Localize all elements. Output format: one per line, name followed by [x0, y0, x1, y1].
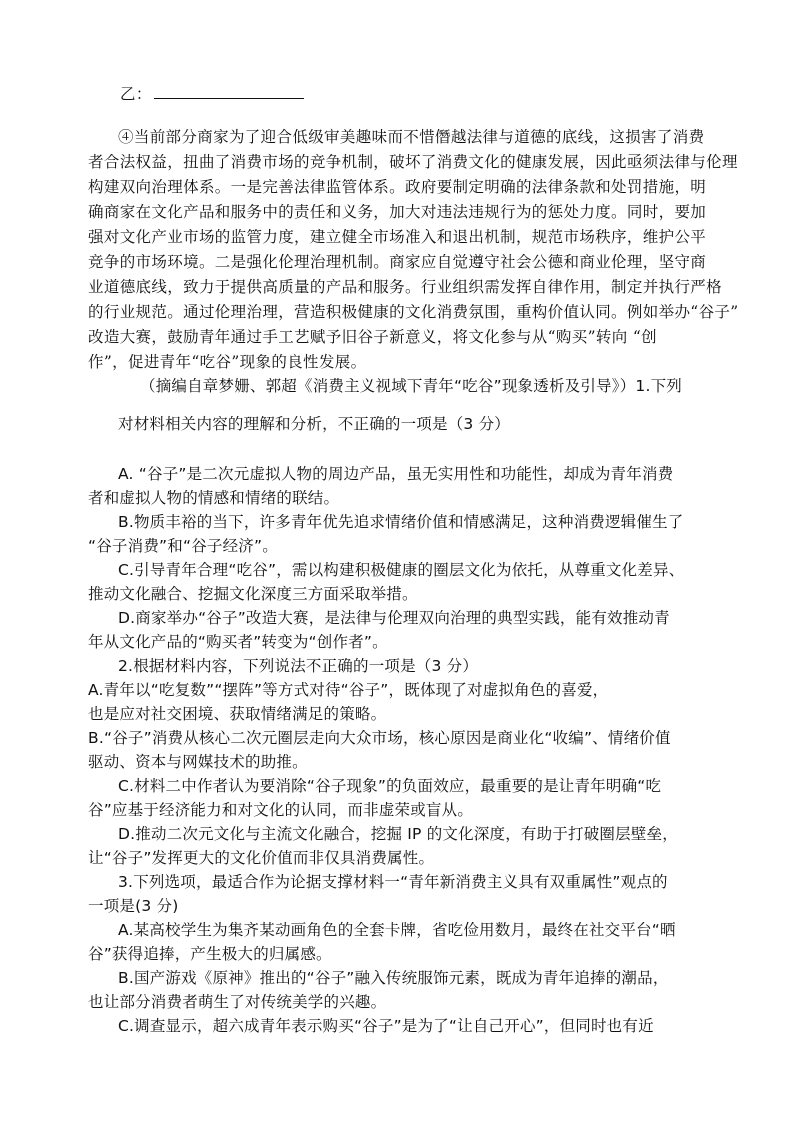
answer-line	[120, 82, 304, 104]
q1-option-c: C.引导青年合理“吃谷”，需以构建积极健康的圈层文化为依托，从尊重文化差异、	[118, 561, 685, 579]
question-1-stem: 对材料相关内容的理解和分析，不正确的一项是（3 分）	[118, 415, 510, 433]
q1-option-d: D.商家举办“谷子”改造大赛，是法律与伦理双向治理的典型实践，能有效推动青	[118, 609, 670, 627]
q2-option-a: A.青年以“吃复数”“摆阵”等方式对待“谷子”，既体现了对虚拟角色的喜爱，	[88, 681, 609, 699]
passage-line: 强对文化产业市场的监管力度，建立健全市场准入和退出机制，规范市场秩序，维护公平	[88, 228, 707, 246]
question-3-stem-cont: 一项是(3 分)	[88, 897, 179, 915]
q2-option-d: D.推动二次元文化与主流文化融合，挖掘 IP 的文化深度，有助于打破圈层壁垒，	[118, 825, 678, 843]
passage-line: 作”，促进青年“吃谷”现象的良性发展。	[88, 353, 367, 371]
q1-option-b-cont: “谷子消费”和“谷子经济”。	[88, 537, 278, 555]
q2-option-a-cont: 也是应对社交困境、获取情绪满足的策略。	[88, 705, 387, 723]
q2-option-b-cont: 驱动、资本与网媒技术的助推。	[88, 753, 308, 771]
source-line: （摘编自章梦姗、郭超《消费主义视域下青年“吃谷”现象透析及引导》）1.下列	[140, 377, 683, 395]
q3-option-c: C.调查显示，超六成青年表示购买“谷子”是为了“让自己开心”，但同时也有近	[118, 1017, 654, 1035]
question-3-stem: 3.下列选项，最适合作为论据支撑材料一“青年新消费主义具有双重属性”观点的	[118, 873, 668, 891]
q2-option-c-cont: 谷”应基于经济能力和对文化的认同，而非虚荣或盲从。	[88, 801, 474, 819]
passage-line: ④当前部分商家为了迎合低级审美趣味而不惜僭越法律与道德的底线，这损害了消费	[118, 128, 705, 146]
q1-option-a: A. “谷子”是二次元虚拟人物的周边产品，虽无实用性和功能性，却成为青年消费	[118, 465, 674, 483]
q2-option-b: B.“谷子”消费从核心二次元圈层走向大众市场，核心原因是商业化“收编”、情绪价值	[88, 729, 671, 747]
question-2-stem: 2.根据材料内容，下列说法不正确的一项是（3 分）	[118, 657, 479, 675]
q3-option-b: B.国产游戏《原神》推出的“谷子”融入传统服饰元素，既成为青年追捧的潮品，	[118, 969, 669, 987]
q3-option-b-cont: 也让部分消费者萌生了对传统美学的兴趣。	[88, 993, 387, 1011]
q1-option-a-cont: 者和虚拟人物的情感和情绪的联结。	[88, 489, 340, 507]
answer-label: 乙：	[120, 85, 152, 103]
passage-line: 者合法权益，扭曲了消费市场的竞争机制，破坏了消费文化的健康发展，因此亟须法律与伦理	[88, 153, 738, 171]
q2-option-c: C.材料二中作者认为要消除“谷子现象”的负面效应，最重要的是让青年明确“吃	[118, 777, 662, 795]
q3-option-a-cont: 谷”获得追捧，产生极大的归属感。	[88, 945, 332, 963]
passage-line: 竞争的市场环境。二是强化伦理治理机制。商家应自觉遵守社会公德和商业伦理，坚守商	[88, 253, 707, 271]
passage-line: 业道德底线，致力于提供高质量的产品和服务。行业组织需发挥自律作用，制定并执行严格	[88, 278, 723, 296]
q1-option-d-cont: 年从文化产品的“购买者”转变为“创作者”。	[88, 633, 388, 651]
q1-option-b: B.物质丰裕的当下，许多青年优先追求情绪价值和情感满足，这种消费逻辑催生了	[118, 513, 684, 531]
q2-option-d-cont: 让“谷子”发挥更大的文化价值而非仅具消费属性。	[88, 849, 435, 867]
q3-option-a: A.某高校学生为集齐某动画角色的全套卡牌，省吃俭用数月，最终在社交平台“晒	[118, 921, 676, 939]
answer-blank	[154, 97, 304, 99]
passage-line: 改造大赛，鼓励青年通过手工艺赋予旧谷子新意义，将文化参与从“购买”转向 “创	[88, 328, 658, 346]
passage-line: 确商家在文化产品和服务中的责任和义务，加大对违法违规行为的惩处力度。同时，要加	[88, 203, 707, 221]
q1-option-c-cont: 推动文化融合、挖掘文化深度三方面采取举措。	[88, 585, 418, 603]
passage-line: 构建双向治理体系。一是完善法律监管体系。政府要制定明确的法律条款和处罚措施，明	[88, 178, 707, 196]
passage-line: 的行业规范。通过伦理治理，营造积极健康的文化消费氛围，重构价值认同。例如举办“谷子”	[88, 303, 739, 321]
